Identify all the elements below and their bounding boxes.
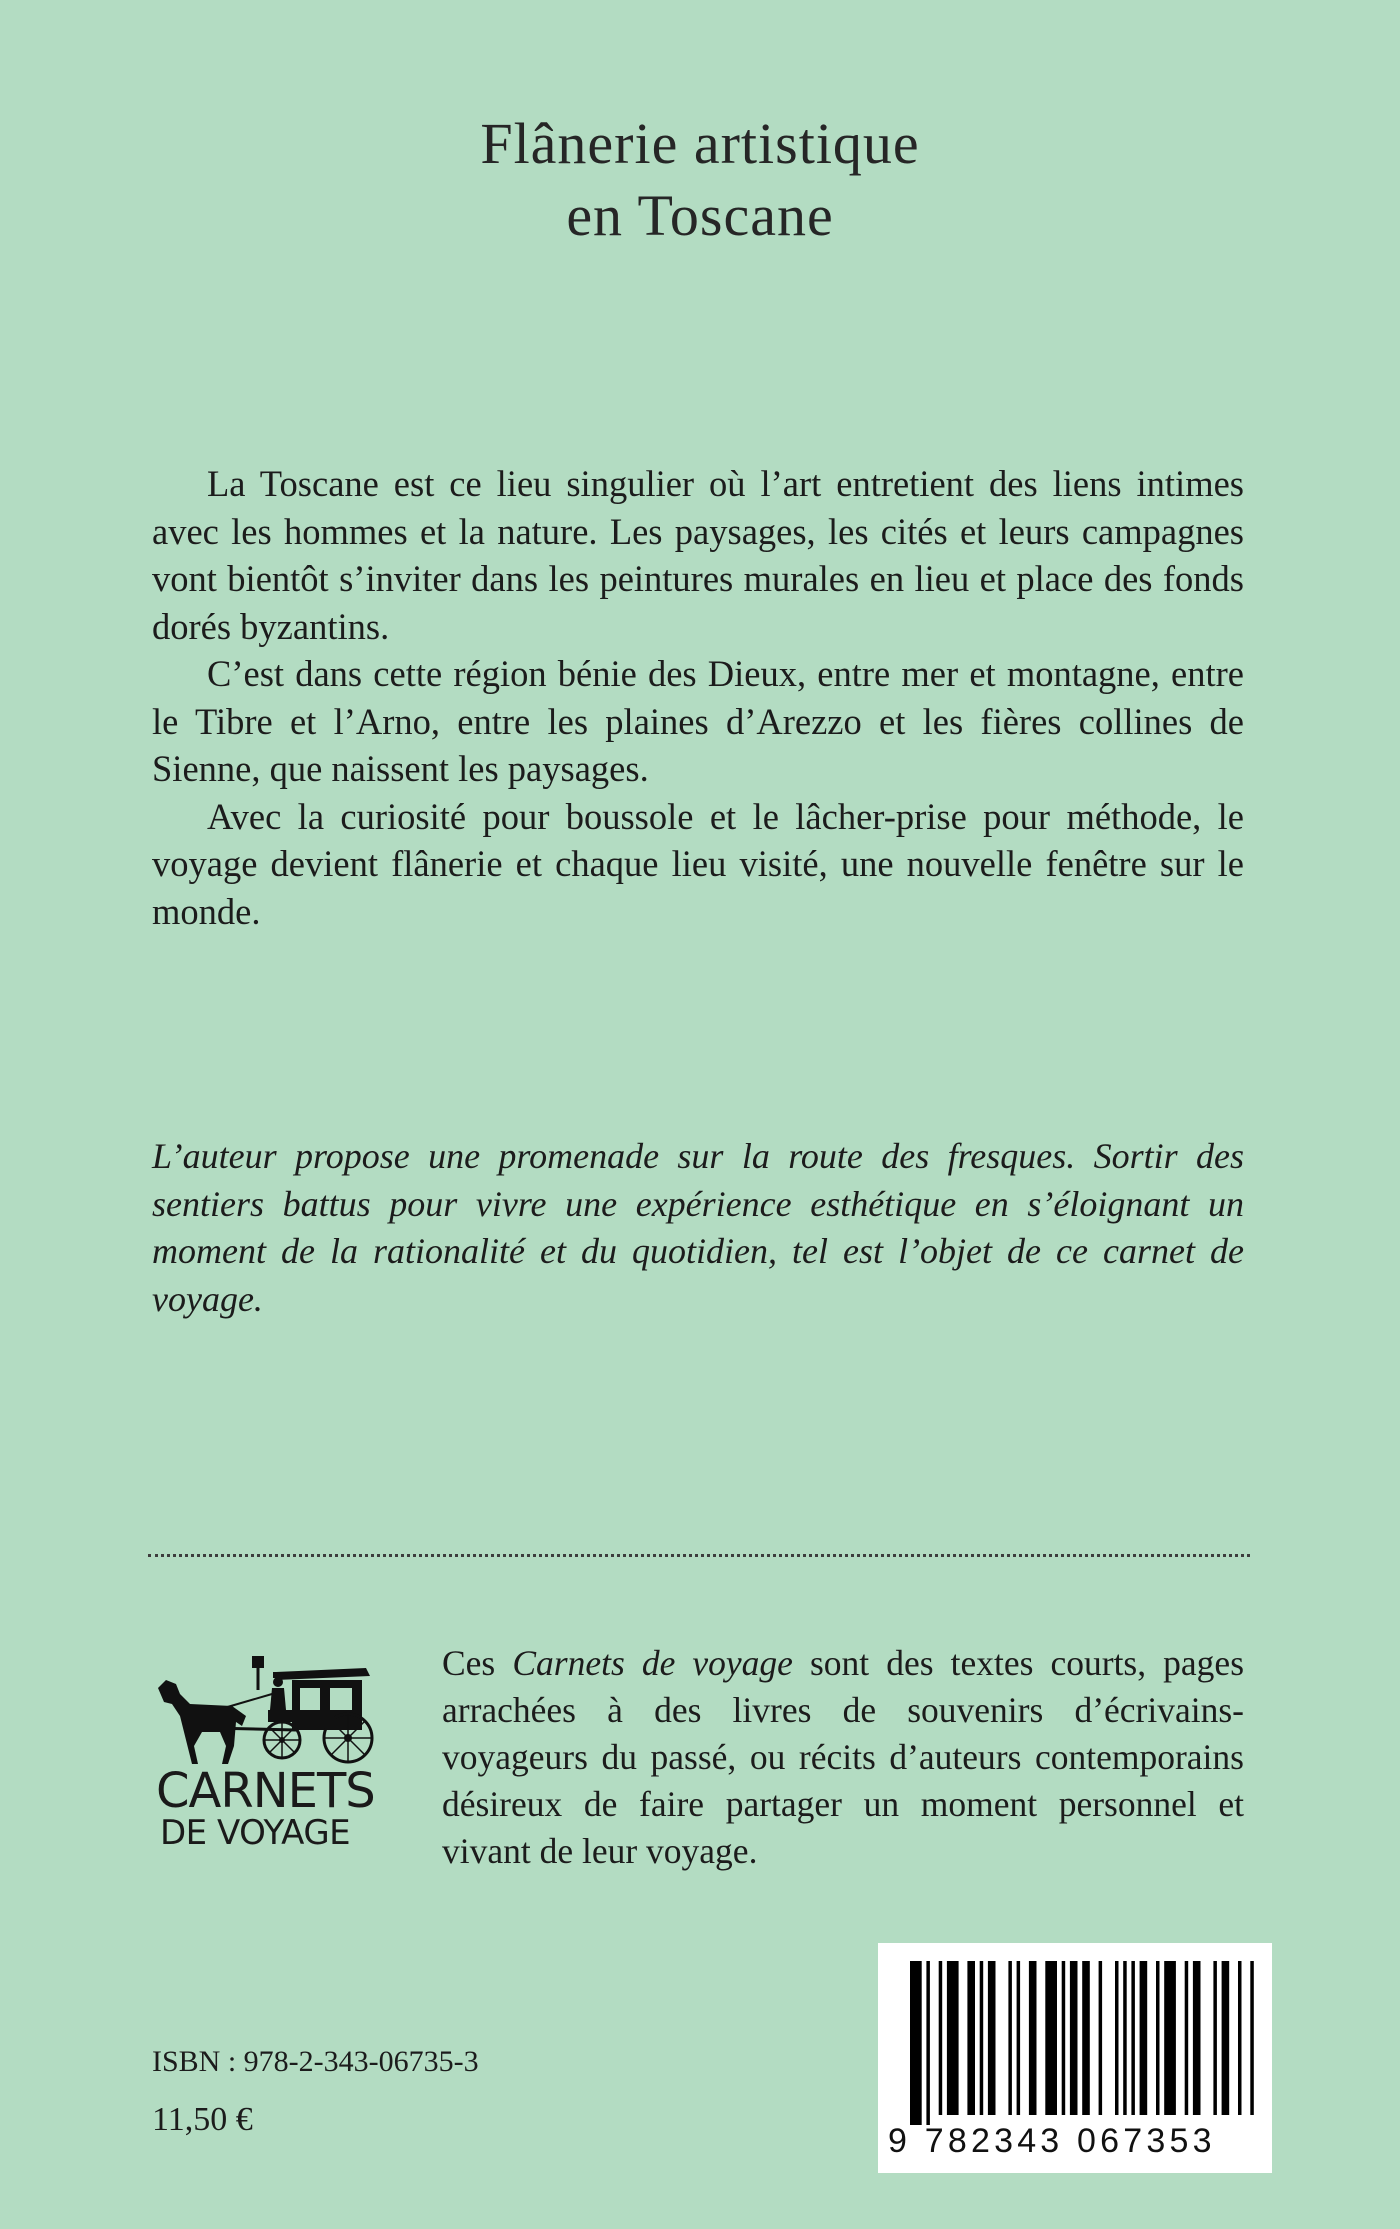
horse-carriage-icon — [150, 1650, 390, 1770]
barcode-bar — [1115, 1961, 1119, 2115]
barcode-bar — [1082, 1961, 1090, 2115]
series-description — [442, 1640, 1244, 1875]
barcode-bar — [980, 1961, 984, 2115]
isbn-label: ISBN : 978-2-343-06735-3 — [152, 2045, 479, 2078]
barcode-bar — [1222, 1961, 1230, 2115]
series-text-start: Ces — [442, 1643, 513, 1683]
barcode-bar — [947, 1961, 959, 2115]
logo-text-carnets: CARNETS — [156, 1763, 375, 1819]
barcode — [878, 1943, 1272, 2173]
barcode-bar — [1131, 1961, 1135, 2115]
barcode-bar — [926, 1961, 930, 2125]
barcode-bar — [1185, 1961, 1189, 2115]
barcode-bar — [1156, 1961, 1160, 2115]
series-logo — [150, 1650, 390, 1860]
barcode-bar — [1140, 1961, 1148, 2115]
barcode-bar — [939, 1961, 943, 2115]
barcode-bar — [1193, 1961, 1201, 2115]
barcode-bar — [1213, 1961, 1217, 2115]
barcode-bar — [1008, 1961, 1012, 2115]
intro-paragraph: La Toscane est ce lieu singulier où l’art entretient des liens intimes avec les hommes et la nature. Les paysages, les cités et leurs campagnes vont bientôt s’inviter dans les peintures murales en lieu et place des fonds dorés byzantins. — [152, 463, 1244, 647]
series-text — [442, 1640, 1244, 1875]
barcode-bar — [1164, 1961, 1176, 2115]
barcode-bar — [1123, 1961, 1127, 2115]
barcode-bar — [1070, 1961, 1078, 2115]
barcode-digits: 9 782343 067353 — [888, 2122, 1216, 2160]
barcode-bar — [988, 1961, 996, 2115]
intro-paragraph: Avec la curiosité pour boussole et le lâcher-prise pour méthode, le voyage devient flânerie et chaque lieu visité, une nouvelle fenêtre sur le monde. — [152, 795, 1244, 932]
barcode-bar — [1250, 1961, 1254, 2115]
logo-text-de-voyage: DE VOYAGE — [160, 1813, 351, 1853]
book-title-line2: en Toscane — [566, 183, 834, 248]
barcode-bar — [910, 1961, 922, 2125]
author-note — [152, 1133, 1244, 1323]
intro-text — [152, 460, 1244, 935]
series-name: Carnets de voyage — [512, 1643, 793, 1683]
barcode-bar — [1099, 1961, 1103, 2115]
book-title — [0, 108, 1400, 252]
barcode-bar — [1062, 1961, 1066, 2115]
dotted-divider — [148, 1554, 1250, 1557]
barcode-bar — [1029, 1961, 1037, 2115]
intro-paragraph: C’est dans cette région bénie des Dieux, entre mer et montagne, entre le Tibre et l’Arno, entre les plaines d’Arezzo et les fières collines de Sienne, que naissent les paysages. — [152, 653, 1244, 789]
barcode-bar — [1017, 1961, 1021, 2115]
book-title-line1: Flânerie artistique — [480, 111, 920, 176]
barcode-bar — [1045, 1961, 1057, 2115]
series-text-rest: sont des textes courts, pages arrachées à des livres de souvenirs d’écrivains-voyageurs du passé, ou récits d’auteurs contemporains désireux de faire partager un moment personnel et vivant de leur voyage. — [442, 1643, 1245, 1871]
barcode-bar — [967, 1961, 975, 2115]
barcode-bar — [1238, 1961, 1242, 2115]
price-label: 11,50 € — [152, 2101, 253, 2138]
author-note-text: L’auteur propose une promenade sur la route des fresques. Sortir des sentiers battus pour vivre une expérience esthétique en s’éloignant un moment de la rationalité et du quotidien, tel est l’objet de ce carnet de voyage. — [152, 1136, 1244, 1319]
